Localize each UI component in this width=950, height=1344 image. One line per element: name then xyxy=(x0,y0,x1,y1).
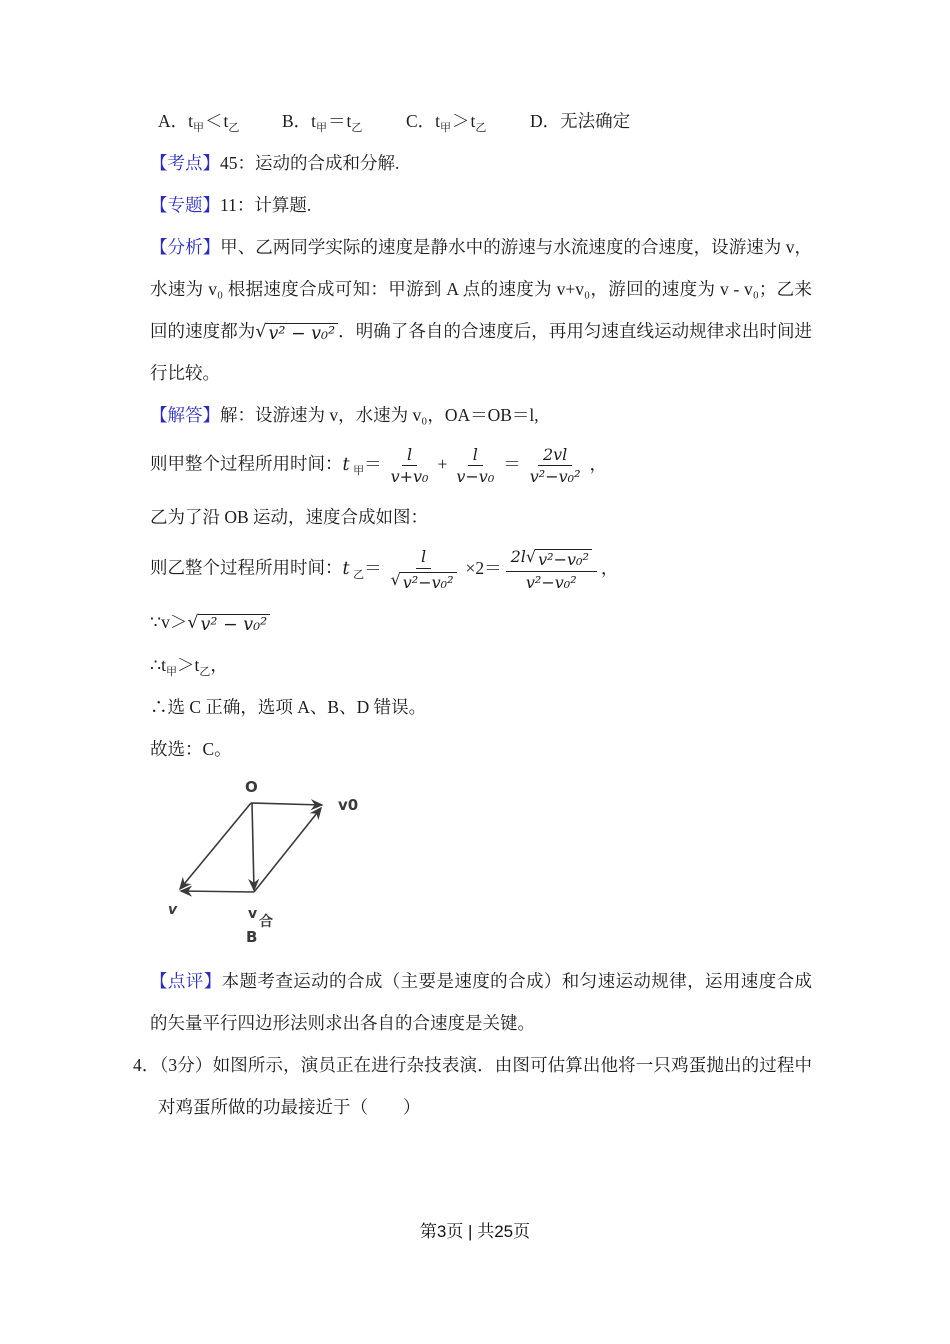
time-jia-equation: 则甲整个过程所用时间：t $_甲$＝ $\frac{l}{\text{v+v₀}}$ + $\frac{l}{\text{v−v₀}}$ ＝ $\frac{2vl}{\text{v²−v₀²}}$ ， xyxy=(150,445,607,487)
therefore-compare-line: $\therefore t_甲>t_乙$， xyxy=(150,655,228,679)
final-answer-line: 故选：C。 xyxy=(150,739,232,760)
comment-paragraph: 【点评】本题考查运动的合成（主要是速度的合成）和匀速运动规律，运用速度合成的矢量平行四边形法则求出各自的合速度是关键。 xyxy=(150,971,813,1034)
answer-options-row xyxy=(158,100,812,142)
label-O: O xyxy=(245,778,258,797)
topic-line: 【专题】11：计算题. xyxy=(150,195,312,215)
diagram-svg xyxy=(156,776,486,956)
sqrt-expression: √ v² − v₀² xyxy=(255,323,338,346)
option-d: D．无法确定 xyxy=(530,111,631,131)
comment-tag: 【点评】 xyxy=(150,971,222,992)
label-v: v xyxy=(168,902,178,919)
parallelogram-right-side xyxy=(254,808,321,892)
question-4-number: 4． xyxy=(133,1055,160,1076)
exam-point-line: 【考点】45：运动的合成和分解. xyxy=(150,153,400,173)
option-a: A．$t_甲<t_乙$ xyxy=(158,111,240,134)
because-line: ∵v＞ √ v² − v₀² xyxy=(150,603,812,645)
fraction: $\frac{2vl}{\text{v²−v₀²}}$ xyxy=(529,445,581,487)
label-B: B xyxy=(246,928,258,947)
label-vhe-he: 合 xyxy=(259,914,273,931)
analysis-tag: 【分析】 xyxy=(150,237,221,257)
exam-solution-body xyxy=(133,100,813,1128)
sqrt-expression: √ v² − v₀² xyxy=(187,614,270,637)
velocity-parallelogram-diagram xyxy=(156,776,812,956)
parallelogram-bottom-side xyxy=(181,891,254,892)
time-yi-equation: 则乙整个过程所用时间：t $_乙$＝ l √ v²−v₀² ×2＝ 2l √ v²−v₀² v²−v₀² ， xyxy=(150,547,619,593)
fraction: l √ v²−v₀² xyxy=(386,547,462,592)
sqrt-expression: √ v²−v₀² xyxy=(526,549,592,570)
vector-v-arrow xyxy=(180,803,251,889)
fraction: $\frac{l}{\text{v−v₀}}$ xyxy=(456,445,495,487)
label-v0: v0 xyxy=(338,796,359,815)
fraction: 2l √ v²−v₀² v²−v₀² xyxy=(506,547,597,592)
solution-tag: 【解答】 xyxy=(150,405,220,425)
exam-point-tag: 【考点】 xyxy=(150,153,220,173)
label-vhe-v: v xyxy=(248,906,258,923)
vector-vhe-arrow xyxy=(252,803,254,890)
fraction: $\frac{l}{\text{v+v₀}}$ xyxy=(390,445,429,487)
vector-v0-arrow xyxy=(251,803,322,805)
solution-intro-line: 【解答】解：设游速为 v，水速为 v₀，OA＝OB＝l, xyxy=(150,405,539,425)
analysis-paragraph: 【分析】甲、乙两同学实际的速度是静水中的游速与水流速度的合速度，设游速为 v，水速为 v₀ 根据速度合成可知：甲游到 A 点的速度为 v+v₀，游回的速度为 v - v₀；乙来回的速度都为 √ v² − v₀² ．明确了各自的合速度后，再用匀速直线运动规律求出时间进行比较。 xyxy=(150,237,813,383)
therefore-choice-line: ∴选 C 正确，选项 A、B、D 错误。 xyxy=(150,697,427,718)
option-b: B．$t_甲=t_乙$ xyxy=(282,111,363,134)
sqrt-expression: √ v²−v₀² xyxy=(391,572,457,593)
topic-tag: 【专题】 xyxy=(150,195,220,215)
option-c: C．$t_甲>t_乙$ xyxy=(406,111,487,134)
page-footer: 第3页 | 共25页 xyxy=(419,1222,531,1241)
question-4: 4．（3分）如图所示，演员正在进行杂技表演．由图可估算出他将一只鸡蛋抛出的过程中对鸡蛋所做的功最接近于（ ） xyxy=(133,1055,813,1118)
yi-direction-line: 乙为了沿 OB 运动，速度合成如图： xyxy=(150,507,429,528)
